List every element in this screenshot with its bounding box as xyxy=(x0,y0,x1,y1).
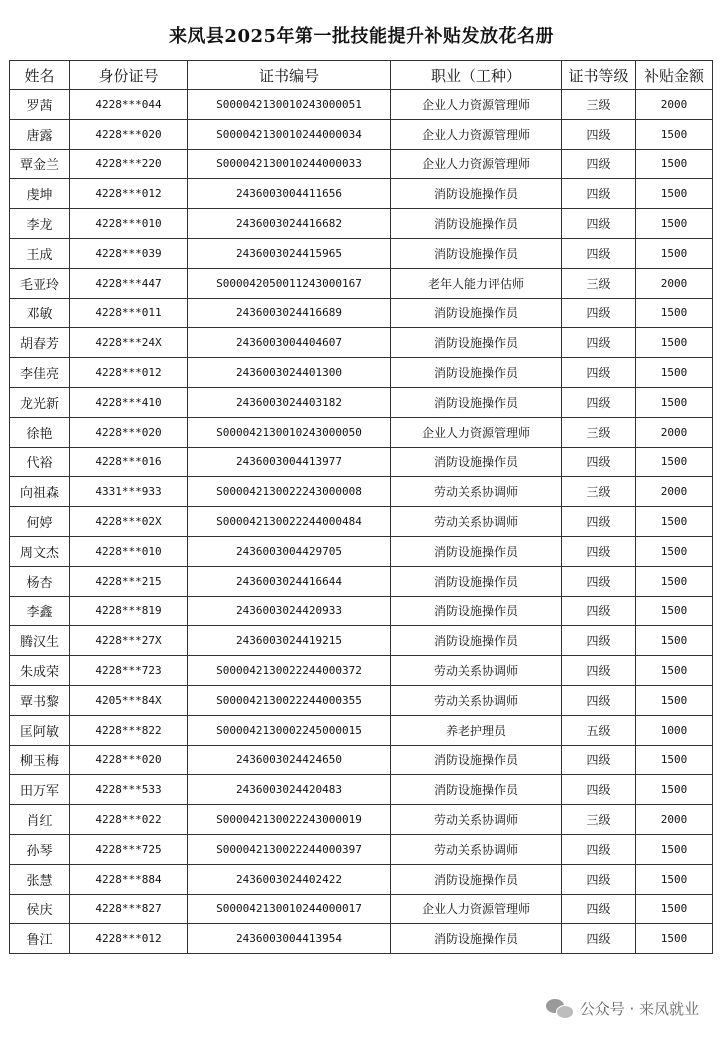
cell-occupation: 消防设施操作员 xyxy=(391,775,562,805)
table-row xyxy=(10,268,713,298)
cell-certificate-number: 2436003024416689 xyxy=(188,298,391,328)
cell-subsidy-amount: 1500 xyxy=(636,387,713,417)
cell-id-number: 4205***84X xyxy=(70,685,188,715)
cell-subsidy-amount: 1500 xyxy=(636,775,713,805)
table-row xyxy=(10,566,713,596)
table-row xyxy=(10,596,713,626)
cell-name: 鲁江 xyxy=(10,924,70,954)
cell-occupation: 企业人力资源管理师 xyxy=(391,90,562,120)
cell-id-number: 4228***27X xyxy=(70,626,188,656)
cell-occupation: 企业人力资源管理师 xyxy=(391,894,562,924)
cell-certificate-number: 2436003024420933 xyxy=(188,596,391,626)
cell-occupation: 劳动关系协调师 xyxy=(391,656,562,686)
wechat-watermark xyxy=(546,997,699,1019)
cell-certificate-level: 四级 xyxy=(562,507,636,537)
cell-name: 何婷 xyxy=(10,507,70,537)
cell-subsidy-amount: 1500 xyxy=(636,447,713,477)
cell-occupation: 消防设施操作员 xyxy=(391,298,562,328)
cell-name: 毛亚玲 xyxy=(10,268,70,298)
cell-certificate-level: 三级 xyxy=(562,90,636,120)
cell-occupation: 消防设施操作员 xyxy=(391,328,562,358)
cell-certificate-level: 四级 xyxy=(562,328,636,358)
cell-certificate-number: S000042130022243000008 xyxy=(188,477,391,507)
table-row xyxy=(10,477,713,507)
cell-name: 代裕 xyxy=(10,447,70,477)
cell-occupation: 消防设施操作员 xyxy=(391,626,562,656)
cell-certificate-number: 2436003024415965 xyxy=(188,238,391,268)
cell-certificate-number: S000042130010244000033 xyxy=(188,149,391,179)
cell-certificate-level: 四级 xyxy=(562,387,636,417)
cell-subsidy-amount: 1500 xyxy=(636,834,713,864)
cell-occupation: 消防设施操作员 xyxy=(391,387,562,417)
document-title: 来凤县2025年第一批技能提升补贴发放花名册 xyxy=(168,26,555,47)
cell-occupation: 企业人力资源管理师 xyxy=(391,417,562,447)
cell-certificate-number: 2436003004404607 xyxy=(188,328,391,358)
cell-certificate-number: 2436003024401300 xyxy=(188,358,391,388)
cell-subsidy-amount: 1500 xyxy=(636,536,713,566)
cell-certificate-level: 四级 xyxy=(562,119,636,149)
cell-certificate-level: 四级 xyxy=(562,864,636,894)
cell-certificate-number: S000042050011243000167 xyxy=(188,268,391,298)
cell-name: 侯庆 xyxy=(10,894,70,924)
cell-certificate-level: 四级 xyxy=(562,626,636,656)
cell-certificate-level: 五级 xyxy=(562,715,636,745)
cell-name: 胡春芳 xyxy=(10,328,70,358)
watermark-text: 公众号 · 来凤就业 xyxy=(579,999,699,1018)
cell-subsidy-amount: 1500 xyxy=(636,238,713,268)
cell-occupation: 消防设施操作员 xyxy=(391,596,562,626)
cell-occupation: 劳动关系协调师 xyxy=(391,477,562,507)
cell-certificate-number: S000042130010244000017 xyxy=(188,894,391,924)
cell-certificate-level: 四级 xyxy=(562,238,636,268)
cell-subsidy-amount: 1500 xyxy=(636,685,713,715)
cell-occupation: 消防设施操作员 xyxy=(391,209,562,239)
cell-occupation: 消防设施操作员 xyxy=(391,358,562,388)
cell-occupation: 养老护理员 xyxy=(391,715,562,745)
cell-subsidy-amount: 2000 xyxy=(636,90,713,120)
cell-certificate-level: 四级 xyxy=(562,209,636,239)
cell-subsidy-amount: 1500 xyxy=(636,328,713,358)
cell-name: 徐艳 xyxy=(10,417,70,447)
cell-id-number: 4228***010 xyxy=(70,536,188,566)
cell-occupation: 劳动关系协调师 xyxy=(391,805,562,835)
table-row xyxy=(10,209,713,239)
cell-subsidy-amount: 1500 xyxy=(636,924,713,954)
cell-id-number: 4228***012 xyxy=(70,179,188,209)
cell-id-number: 4228***819 xyxy=(70,596,188,626)
cell-subsidy-amount: 1500 xyxy=(636,596,713,626)
cell-occupation: 消防设施操作员 xyxy=(391,745,562,775)
cell-occupation: 消防设施操作员 xyxy=(391,536,562,566)
cell-subsidy-amount: 1500 xyxy=(636,745,713,775)
cell-name: 龙光新 xyxy=(10,387,70,417)
cell-id-number: 4228***215 xyxy=(70,566,188,596)
table-row xyxy=(10,775,713,805)
cell-certificate-level: 四级 xyxy=(562,566,636,596)
cell-certificate-number: 2436003004413954 xyxy=(188,924,391,954)
cell-name: 李鑫 xyxy=(10,596,70,626)
cell-occupation: 劳动关系协调师 xyxy=(391,834,562,864)
cell-certificate-number: 2436003024419215 xyxy=(188,626,391,656)
cell-certificate-level: 四级 xyxy=(562,596,636,626)
table-row xyxy=(10,805,713,835)
header-certificate-level: 证书等级 xyxy=(562,61,636,90)
cell-name: 李龙 xyxy=(10,209,70,239)
cell-subsidy-amount: 2000 xyxy=(636,417,713,447)
cell-certificate-number: 2436003024424650 xyxy=(188,745,391,775)
table-row xyxy=(10,656,713,686)
cell-id-number: 4228***447 xyxy=(70,268,188,298)
cell-occupation: 劳动关系协调师 xyxy=(391,507,562,537)
cell-name: 匡阿敏 xyxy=(10,715,70,745)
table-row xyxy=(10,685,713,715)
cell-certificate-level: 四级 xyxy=(562,149,636,179)
table-row xyxy=(10,924,713,954)
cell-certificate-number: 2436003004429705 xyxy=(188,536,391,566)
cell-certificate-number: S000042130022244000372 xyxy=(188,656,391,686)
cell-certificate-number: 2436003024416682 xyxy=(188,209,391,239)
cell-certificate-level: 四级 xyxy=(562,685,636,715)
cell-id-number: 4228***827 xyxy=(70,894,188,924)
cell-certificate-level: 四级 xyxy=(562,298,636,328)
cell-certificate-number: S000042130022244000484 xyxy=(188,507,391,537)
cell-subsidy-amount: 1500 xyxy=(636,864,713,894)
cell-certificate-level: 三级 xyxy=(562,268,636,298)
table-header xyxy=(10,61,713,90)
table-row xyxy=(10,715,713,745)
table-row xyxy=(10,387,713,417)
cell-certificate-level: 四级 xyxy=(562,656,636,686)
table-row xyxy=(10,90,713,120)
cell-subsidy-amount: 2000 xyxy=(636,805,713,835)
cell-certificate-number: S000042130022244000397 xyxy=(188,834,391,864)
cell-certificate-number: 2436003024402422 xyxy=(188,864,391,894)
cell-name: 覃书黎 xyxy=(10,685,70,715)
cell-subsidy-amount: 2000 xyxy=(636,477,713,507)
table-body xyxy=(10,90,713,954)
cell-name: 向祖森 xyxy=(10,477,70,507)
table-row xyxy=(10,864,713,894)
header-certificate-number: 证书编号 xyxy=(188,61,391,90)
cell-id-number: 4228***044 xyxy=(70,90,188,120)
cell-id-number: 4228***723 xyxy=(70,656,188,686)
cell-name: 周文杰 xyxy=(10,536,70,566)
cell-certificate-level: 四级 xyxy=(562,775,636,805)
header-subsidy-amount: 补贴金额 xyxy=(636,61,713,90)
cell-subsidy-amount: 1500 xyxy=(636,656,713,686)
cell-occupation: 消防设施操作员 xyxy=(391,179,562,209)
cell-subsidy-amount: 1500 xyxy=(636,358,713,388)
cell-subsidy-amount: 1500 xyxy=(636,179,713,209)
table-row xyxy=(10,119,713,149)
wechat-icon xyxy=(546,997,574,1019)
table-row xyxy=(10,745,713,775)
cell-certificate-level: 四级 xyxy=(562,447,636,477)
cell-subsidy-amount: 1500 xyxy=(636,298,713,328)
header-id-number: 身份证号 xyxy=(70,61,188,90)
table-row xyxy=(10,447,713,477)
cell-certificate-level: 四级 xyxy=(562,924,636,954)
table-row xyxy=(10,328,713,358)
cell-certificate-number: 2436003024403182 xyxy=(188,387,391,417)
cell-subsidy-amount: 1500 xyxy=(636,894,713,924)
cell-certificate-level: 三级 xyxy=(562,417,636,447)
cell-id-number: 4228***012 xyxy=(70,358,188,388)
table-row xyxy=(10,834,713,864)
cell-id-number: 4228***02X xyxy=(70,507,188,537)
cell-certificate-number: S000042130010243000051 xyxy=(188,90,391,120)
cell-occupation: 企业人力资源管理师 xyxy=(391,149,562,179)
cell-id-number: 4228***884 xyxy=(70,864,188,894)
cell-name: 虔坤 xyxy=(10,179,70,209)
cell-name: 田万军 xyxy=(10,775,70,805)
table-row xyxy=(10,179,713,209)
cell-id-number: 4228***410 xyxy=(70,387,188,417)
cell-id-number: 4228***725 xyxy=(70,834,188,864)
cell-id-number: 4228***010 xyxy=(70,209,188,239)
cell-subsidy-amount: 1500 xyxy=(636,149,713,179)
cell-subsidy-amount: 1500 xyxy=(636,119,713,149)
cell-occupation: 消防设施操作员 xyxy=(391,864,562,894)
table-row xyxy=(10,149,713,179)
cell-subsidy-amount: 1500 xyxy=(636,566,713,596)
header-name: 姓名 xyxy=(10,61,70,90)
cell-certificate-level: 四级 xyxy=(562,179,636,209)
table-row xyxy=(10,417,713,447)
table-row xyxy=(10,238,713,268)
cell-subsidy-amount: 1500 xyxy=(636,209,713,239)
cell-id-number: 4228***012 xyxy=(70,924,188,954)
cell-certificate-number: S000042130022244000355 xyxy=(188,685,391,715)
cell-certificate-number: S000042130010244000034 xyxy=(188,119,391,149)
header-occupation: 职业（工种） xyxy=(391,61,562,90)
cell-name: 肖红 xyxy=(10,805,70,835)
cell-occupation: 消防设施操作员 xyxy=(391,447,562,477)
cell-id-number: 4228***533 xyxy=(70,775,188,805)
cell-certificate-number: S000042130010243000050 xyxy=(188,417,391,447)
cell-occupation: 老年人能力评估师 xyxy=(391,268,562,298)
cell-certificate-level: 四级 xyxy=(562,358,636,388)
cell-name: 邓敏 xyxy=(10,298,70,328)
cell-id-number: 4228***822 xyxy=(70,715,188,745)
cell-id-number: 4228***220 xyxy=(70,149,188,179)
cell-certificate-level: 四级 xyxy=(562,745,636,775)
cell-certificate-number: 2436003024420483 xyxy=(188,775,391,805)
table-row xyxy=(10,358,713,388)
cell-certificate-number: 2436003004413977 xyxy=(188,447,391,477)
cell-certificate-level: 四级 xyxy=(562,894,636,924)
cell-id-number: 4228***011 xyxy=(70,298,188,328)
cell-certificate-number: S000042130022243000019 xyxy=(188,805,391,835)
cell-name: 张慧 xyxy=(10,864,70,894)
cell-certificate-number: 2436003024416644 xyxy=(188,566,391,596)
cell-id-number: 4228***039 xyxy=(70,238,188,268)
cell-certificate-level: 四级 xyxy=(562,536,636,566)
cell-subsidy-amount: 2000 xyxy=(636,268,713,298)
cell-subsidy-amount: 1500 xyxy=(636,626,713,656)
cell-certificate-level: 三级 xyxy=(562,477,636,507)
cell-name: 杨杏 xyxy=(10,566,70,596)
table-row xyxy=(10,626,713,656)
cell-subsidy-amount: 1500 xyxy=(636,507,713,537)
subsidy-roster-table xyxy=(9,60,713,954)
table-row xyxy=(10,298,713,328)
cell-certificate-level: 四级 xyxy=(562,834,636,864)
cell-id-number: 4228***020 xyxy=(70,119,188,149)
cell-name: 覃金兰 xyxy=(10,149,70,179)
cell-occupation: 劳动关系协调师 xyxy=(391,685,562,715)
cell-certificate-level: 三级 xyxy=(562,805,636,835)
cell-certificate-number: 2436003004411656 xyxy=(188,179,391,209)
cell-name: 李佳亮 xyxy=(10,358,70,388)
cell-subsidy-amount: 1000 xyxy=(636,715,713,745)
table-row xyxy=(10,894,713,924)
cell-id-number: 4228***022 xyxy=(70,805,188,835)
cell-id-number: 4228***24X xyxy=(70,328,188,358)
cell-name: 王成 xyxy=(10,238,70,268)
cell-id-number: 4228***020 xyxy=(70,417,188,447)
cell-id-number: 4331***933 xyxy=(70,477,188,507)
cell-occupation: 消防设施操作员 xyxy=(391,924,562,954)
cell-occupation: 消防设施操作员 xyxy=(391,238,562,268)
cell-name: 朱成荣 xyxy=(10,656,70,686)
cell-name: 孙琴 xyxy=(10,834,70,864)
table-row xyxy=(10,536,713,566)
cell-certificate-number: S000042130002245000015 xyxy=(188,715,391,745)
cell-name: 腾汉生 xyxy=(10,626,70,656)
cell-name: 唐露 xyxy=(10,119,70,149)
cell-name: 柳玉梅 xyxy=(10,745,70,775)
table-row xyxy=(10,507,713,537)
cell-id-number: 4228***016 xyxy=(70,447,188,477)
cell-occupation: 企业人力资源管理师 xyxy=(391,119,562,149)
cell-occupation: 消防设施操作员 xyxy=(391,566,562,596)
cell-name: 罗茜 xyxy=(10,90,70,120)
cell-id-number: 4228***020 xyxy=(70,745,188,775)
header-row xyxy=(10,61,713,90)
